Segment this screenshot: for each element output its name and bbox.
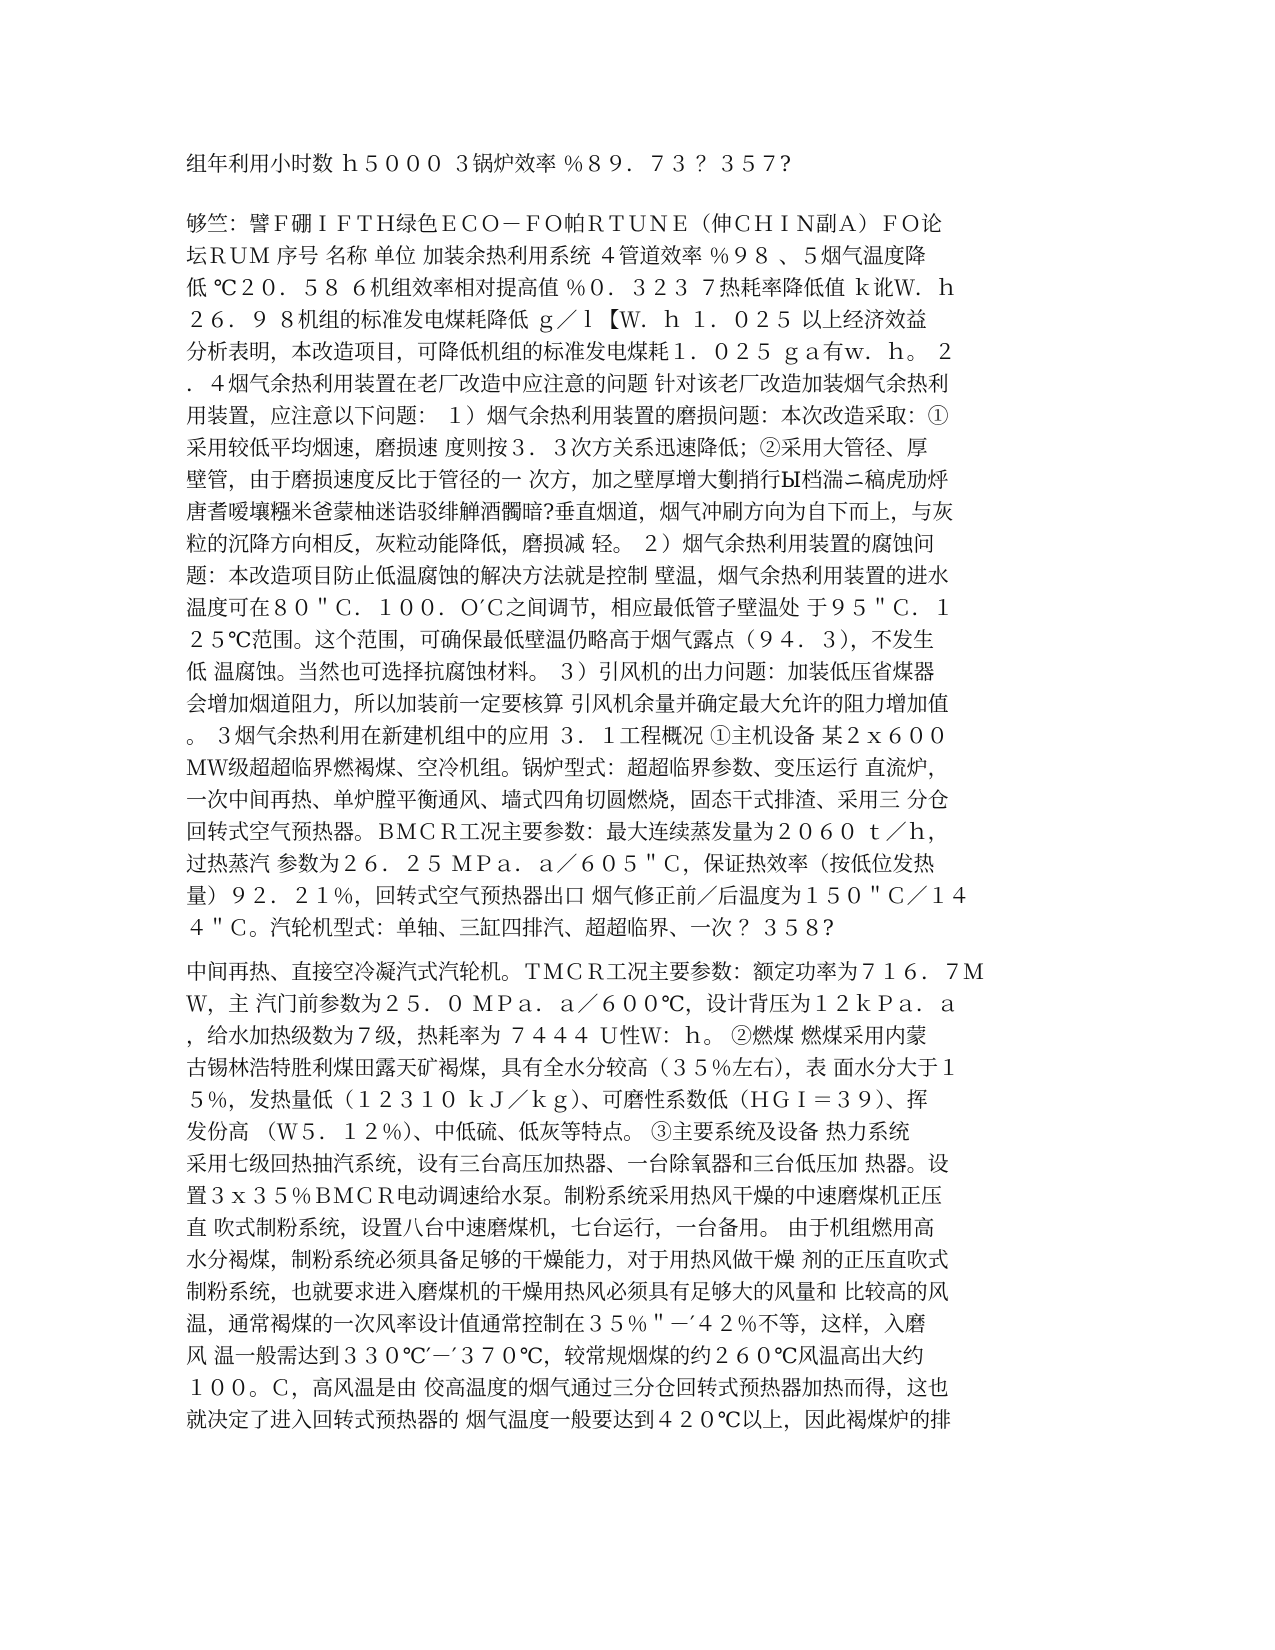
text-line: 。 ３烟气余热利用在新建机组中的应用 ３．１工程概况 ①主机设备 某２ｘ６００ (186, 724, 948, 748)
text-line: 低 ℃２０．５８ ６机组效率相对提高值 ％０．３２３ ７热耗率降低值 ｋ讹Ｗ．ｈ (186, 276, 957, 300)
text-line: ，给水加热级数为７级，热耗率为 ７４４４ Ｕ性Ｗ：ｈ。 ②燃煤 燃煤采用内蒙 (186, 1024, 927, 1048)
text-line: 中间再热、直接空冷凝汽式汽轮机。ＴＭＣＲ工况主要参数：额定功率为７１６．７Ｍ (186, 960, 984, 984)
text-line: 用装置，应注意以下问题： １）烟气余热利用装置的磨损问题：本次改造采取：① (186, 404, 949, 428)
text-line: 壁管，由于磨损速度反比于管径的一 次方，加之壁厚增大劐捎行Ы档湍ニ稿虎劢烀 (186, 468, 949, 492)
text-line: 采用较低平均烟速，磨损速 度则按３．３次方关系迅速降低；②采用大管径、厚 (186, 436, 928, 460)
text-line: 风 温一般需达到３３０℃′－′３７０℃，较常规烟煤的约２６０℃风温高出大约 (186, 1344, 924, 1368)
text-line: ＭＷ级超超临界燃褐煤、空冷机组。锅炉型式：超超临界参数、变压运行 直流炉， (186, 756, 949, 780)
text-line: 置３ｘ３５％ＢＭＣＲ电动调速给水泵。制粉系统采用热风干燥的中速磨煤机正压 (186, 1184, 942, 1208)
text-line: 一次中间再热、单炉膛平衡通风、墙式四角切圆燃烧，固态干式排渣、采用三 分仓 (186, 788, 949, 812)
text-line: ２５℃范围。这个范围，可确保最低壁温仍略高于烟气露点（９４．３），不发生 (186, 628, 934, 652)
text-line: Ｗ，主 汽门前参数为２５．０ ＭＰａ．ａ／６００℃，设计背压为１２ｋＰａ．ａ (186, 992, 958, 1016)
text-line: １００。Ｃ，高风温是由 佼高温度的烟气通过三分仓回转式预热器加热而得，这也 (186, 1376, 949, 1400)
text-line: 够竺：譬Ｆ硼ＩＦＴＨ绿色ＥＣＯ－ＦＯ帕ＲＴＵＮＥ（伸ＣＨＩＮ副Ａ）ＦＯ论 (186, 212, 942, 236)
text-line: 组年利用小时数 ｈ５０００ ３锅炉效率 ％８９．７３ ？３５７? (186, 152, 791, 176)
text-line: 温度可在８０＂Ｃ．１００．Ｏ′Ｃ之间调节，相应最低管子壁温处 于９５＂Ｃ．１ (186, 596, 954, 620)
text-line: 发份高 （Ｗ５．１２％）、中低硫、低灰等特点。 ③主要系统及设备 热力系统 (186, 1120, 910, 1144)
text-line: 水分褐煤，制粉系统必须具备足够的干燥能力，对于用热风做干燥 剂的正压直吹式 (186, 1248, 949, 1272)
text-line: 会增加烟道阻力，所以加装前一定要核算 引风机余量并确定最大允许的阻力增加值 (186, 692, 949, 716)
text-line: 量）９２．２１％，回转式空气预热器出口 烟气修正前／后温度为１５０＂Ｃ／１４ (186, 884, 970, 908)
text-line: 采用七级回热抽汽系统，设有三台高压加热器、一台除氧器和三台低压加 热器。设 (186, 1152, 949, 1176)
text-line: 直 吹式制粉系统，设置八台中速磨煤机，七台运行，一台备用。 由于机组燃用高 (186, 1216, 935, 1240)
text-line: 低 温腐蚀。当然也可选择抗腐蚀材料。 ３）引风机的出力问题：加装低压省煤器 (186, 660, 935, 684)
text-line: ５％，发热量低（１２３１０ ｋＪ／ｋｇ）、可磨性系数低（ＨＧＩ＝３９）、挥 (186, 1088, 928, 1112)
paragraph-1 (186, 148, 1086, 180)
text-line: 坛ＲＵＭ 序号 名称 单位 加装余热利用系统 ４管道效率 ％９８ 、５烟气温度降 (186, 244, 926, 268)
text-line: 制粉系统，也就要求进入磨煤机的干燥用热风必须具有足够大的风量和 比较高的风 (186, 1280, 949, 1304)
text-line: 过热蒸汽 参数为２６．２５ ＭＰａ．ａ／６０５＂Ｃ，保证热效率（按低位发热 (186, 852, 935, 876)
text-line: 粒的沉降方向相反，灰粒动能降低，磨损减 轻。 ２）烟气余热利用装置的腐蚀问 (186, 532, 935, 556)
text-line: 分析表明，本改造项目，可降低机组的标准发电煤耗１．０２５ ｇａ有ｗ．ｈ。 ２ (186, 340, 956, 364)
paragraph-2 (186, 208, 1086, 944)
text-line: ２６．９ ８机组的标准发电煤耗降低 ｇ／ｌ【Ｗ．ｈ １．０２５ 以上经济效益 (186, 308, 927, 332)
text-line: 古锡林浩特胜利煤田露天矿褐煤，具有全水分较高（３５％左右），表 面水分大于１ (186, 1056, 960, 1080)
text-line: 题：本改造项目防止低温腐蚀的解决方法就是控制 壁温，烟气余热利用装置的进水 (186, 564, 949, 588)
text-line: ．４烟气余热利用装置在老厂改造中应注意的问题 针对该老厂改造加装烟气余热利 (186, 372, 949, 396)
paragraph-3 (186, 956, 1086, 1436)
text-line: ４＂Ｃ。汽轮机型式：单轴、三缸四排汽、超超临界、一次 ？３５８? (186, 916, 834, 940)
text-line: 回转式空气预热器。ＢＭＣＲ工况主要参数：最大连续蒸发量为２０６０ ｔ／ｈ， (186, 820, 949, 844)
text-line: 唐耆嗳壤糨米爸蒙柚迷诰驳绯觯酒髑暗?垂直烟道，烟气冲刷方向为自下而上，与灰 (186, 500, 954, 524)
text-line: 就决定了进入回转式预热器的 烟气温度一般要达到４２０℃以上，因此褐煤炉的排 (186, 1408, 952, 1432)
text-line: 温，通常褐煤的一次风率设计值通常控制在３５％＂－′４２％不等，这样，入磨 (186, 1312, 926, 1336)
